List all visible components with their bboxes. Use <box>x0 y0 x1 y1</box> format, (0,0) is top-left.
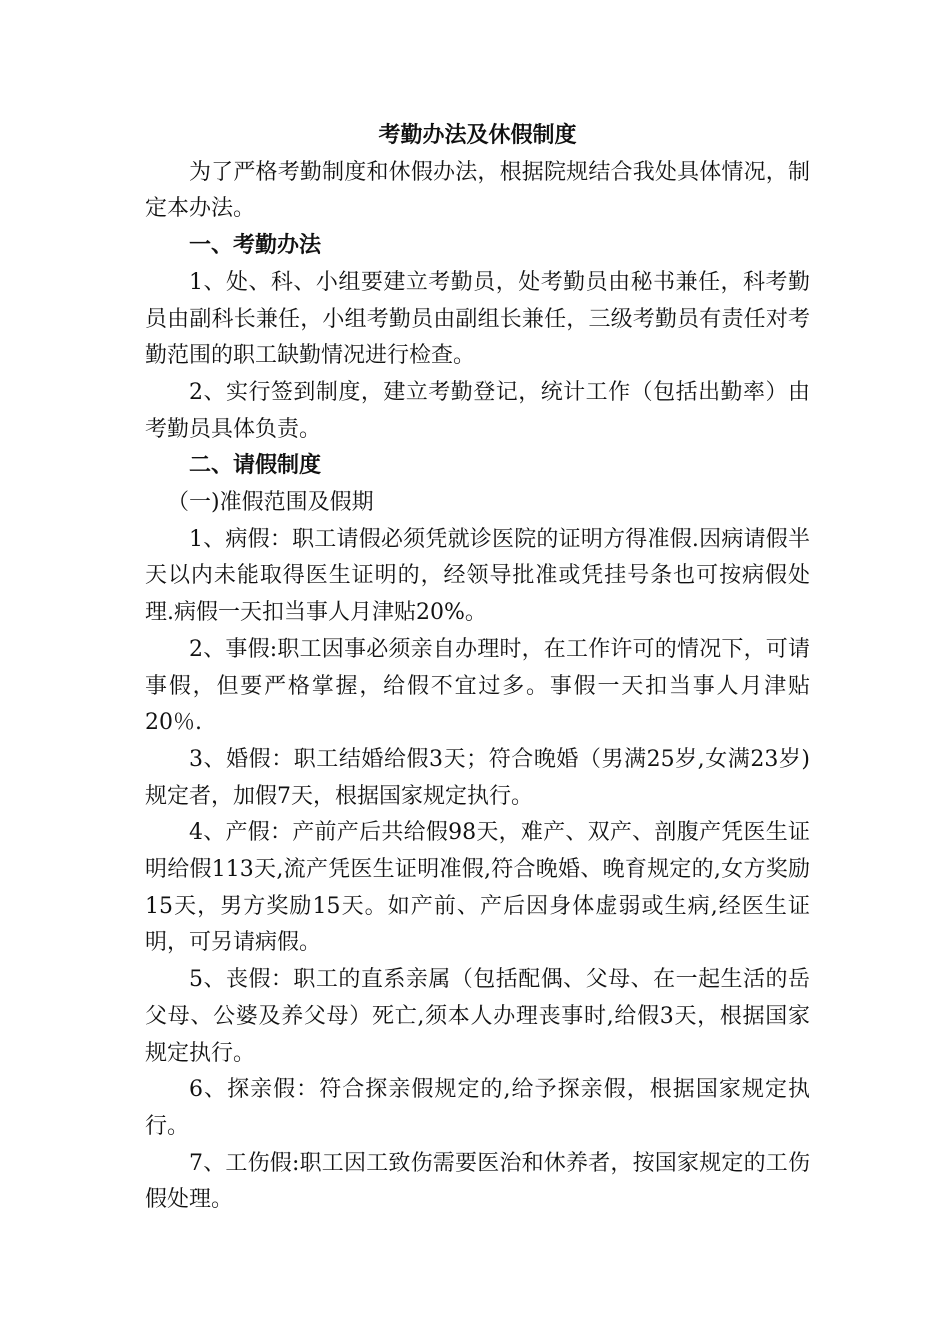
section-heading-attendance: 一、考勤办法 <box>189 233 322 259</box>
document-title: 考勤办法及休假制度 <box>378 123 577 148</box>
leave-item-personal: 2、事假:职工因事必须亲自办理时，在工作许可的情况下，可请事假，但要严格掌握，给假不宜过多。事假一天扣当事人月津贴20％. <box>145 636 810 736</box>
subsection-heading-leave-scope: （一)准假范围及假期 <box>167 490 374 516</box>
intro-paragraph: 为了严格考勤制度和休假办法，根据院规结合我处具体情况，制定本办法。 <box>145 159 810 222</box>
leave-item-maternity: 4、产假：产前产后共给假98天，难产、双产、剖腹产凭医生证明给假113天,流产凭医生证明准假,符合晚婚、晚育规定的,女方奖励15天，男方奖励15天。如产前、产后因身体虚弱或生病,经医生证明，可另请病假。 <box>145 820 810 956</box>
leave-item-bereavement: 5、丧假：职工的直系亲属（包括配偶、父母、在一起生活的岳父母、公婆及养父母）死亡,须本人办理丧事时,给假3天，根据国家规定执行。 <box>145 967 810 1066</box>
leave-item-work-injury: 7、工伤假:职工因工致伤需要医治和休养者，按国家规定的工伤假处理。 <box>145 1150 810 1213</box>
document-body <box>145 118 810 1219</box>
attendance-item-2: 2、实行签到制度，建立考勤登记，统计工作（包括出勤率）由考勤员具体负责。 <box>145 379 810 442</box>
leave-item-family-visit: 6、探亲假：符合探亲假规定的,给予探亲假，根据国家规定执行。 <box>145 1077 810 1139</box>
attendance-item-1: 1、处、科、小组要建立考勤员，处考勤员由秘书兼任，科考勤员由副科长兼任，小组考勤员由副组长兼任，三级考勤员有责任对考勤范围的职工缺勤情况进行检查。 <box>145 269 810 369</box>
leave-item-marriage: 3、婚假：职工结婚给假3天；符合晚婚（男满25岁,女满23岁)规定者，加假7天，根据国家规定执行。 <box>145 746 810 809</box>
section-heading-leave: 二、请假制度 <box>189 453 322 479</box>
leave-item-sick: 1、病假：职工请假必须凭就诊医院的证明方得准假.因病请假半天以内未能取得医生证明的，经领导批准或凭挂号条也可按病假处理.病假一天扣当事人月津贴20%。 <box>145 526 810 626</box>
